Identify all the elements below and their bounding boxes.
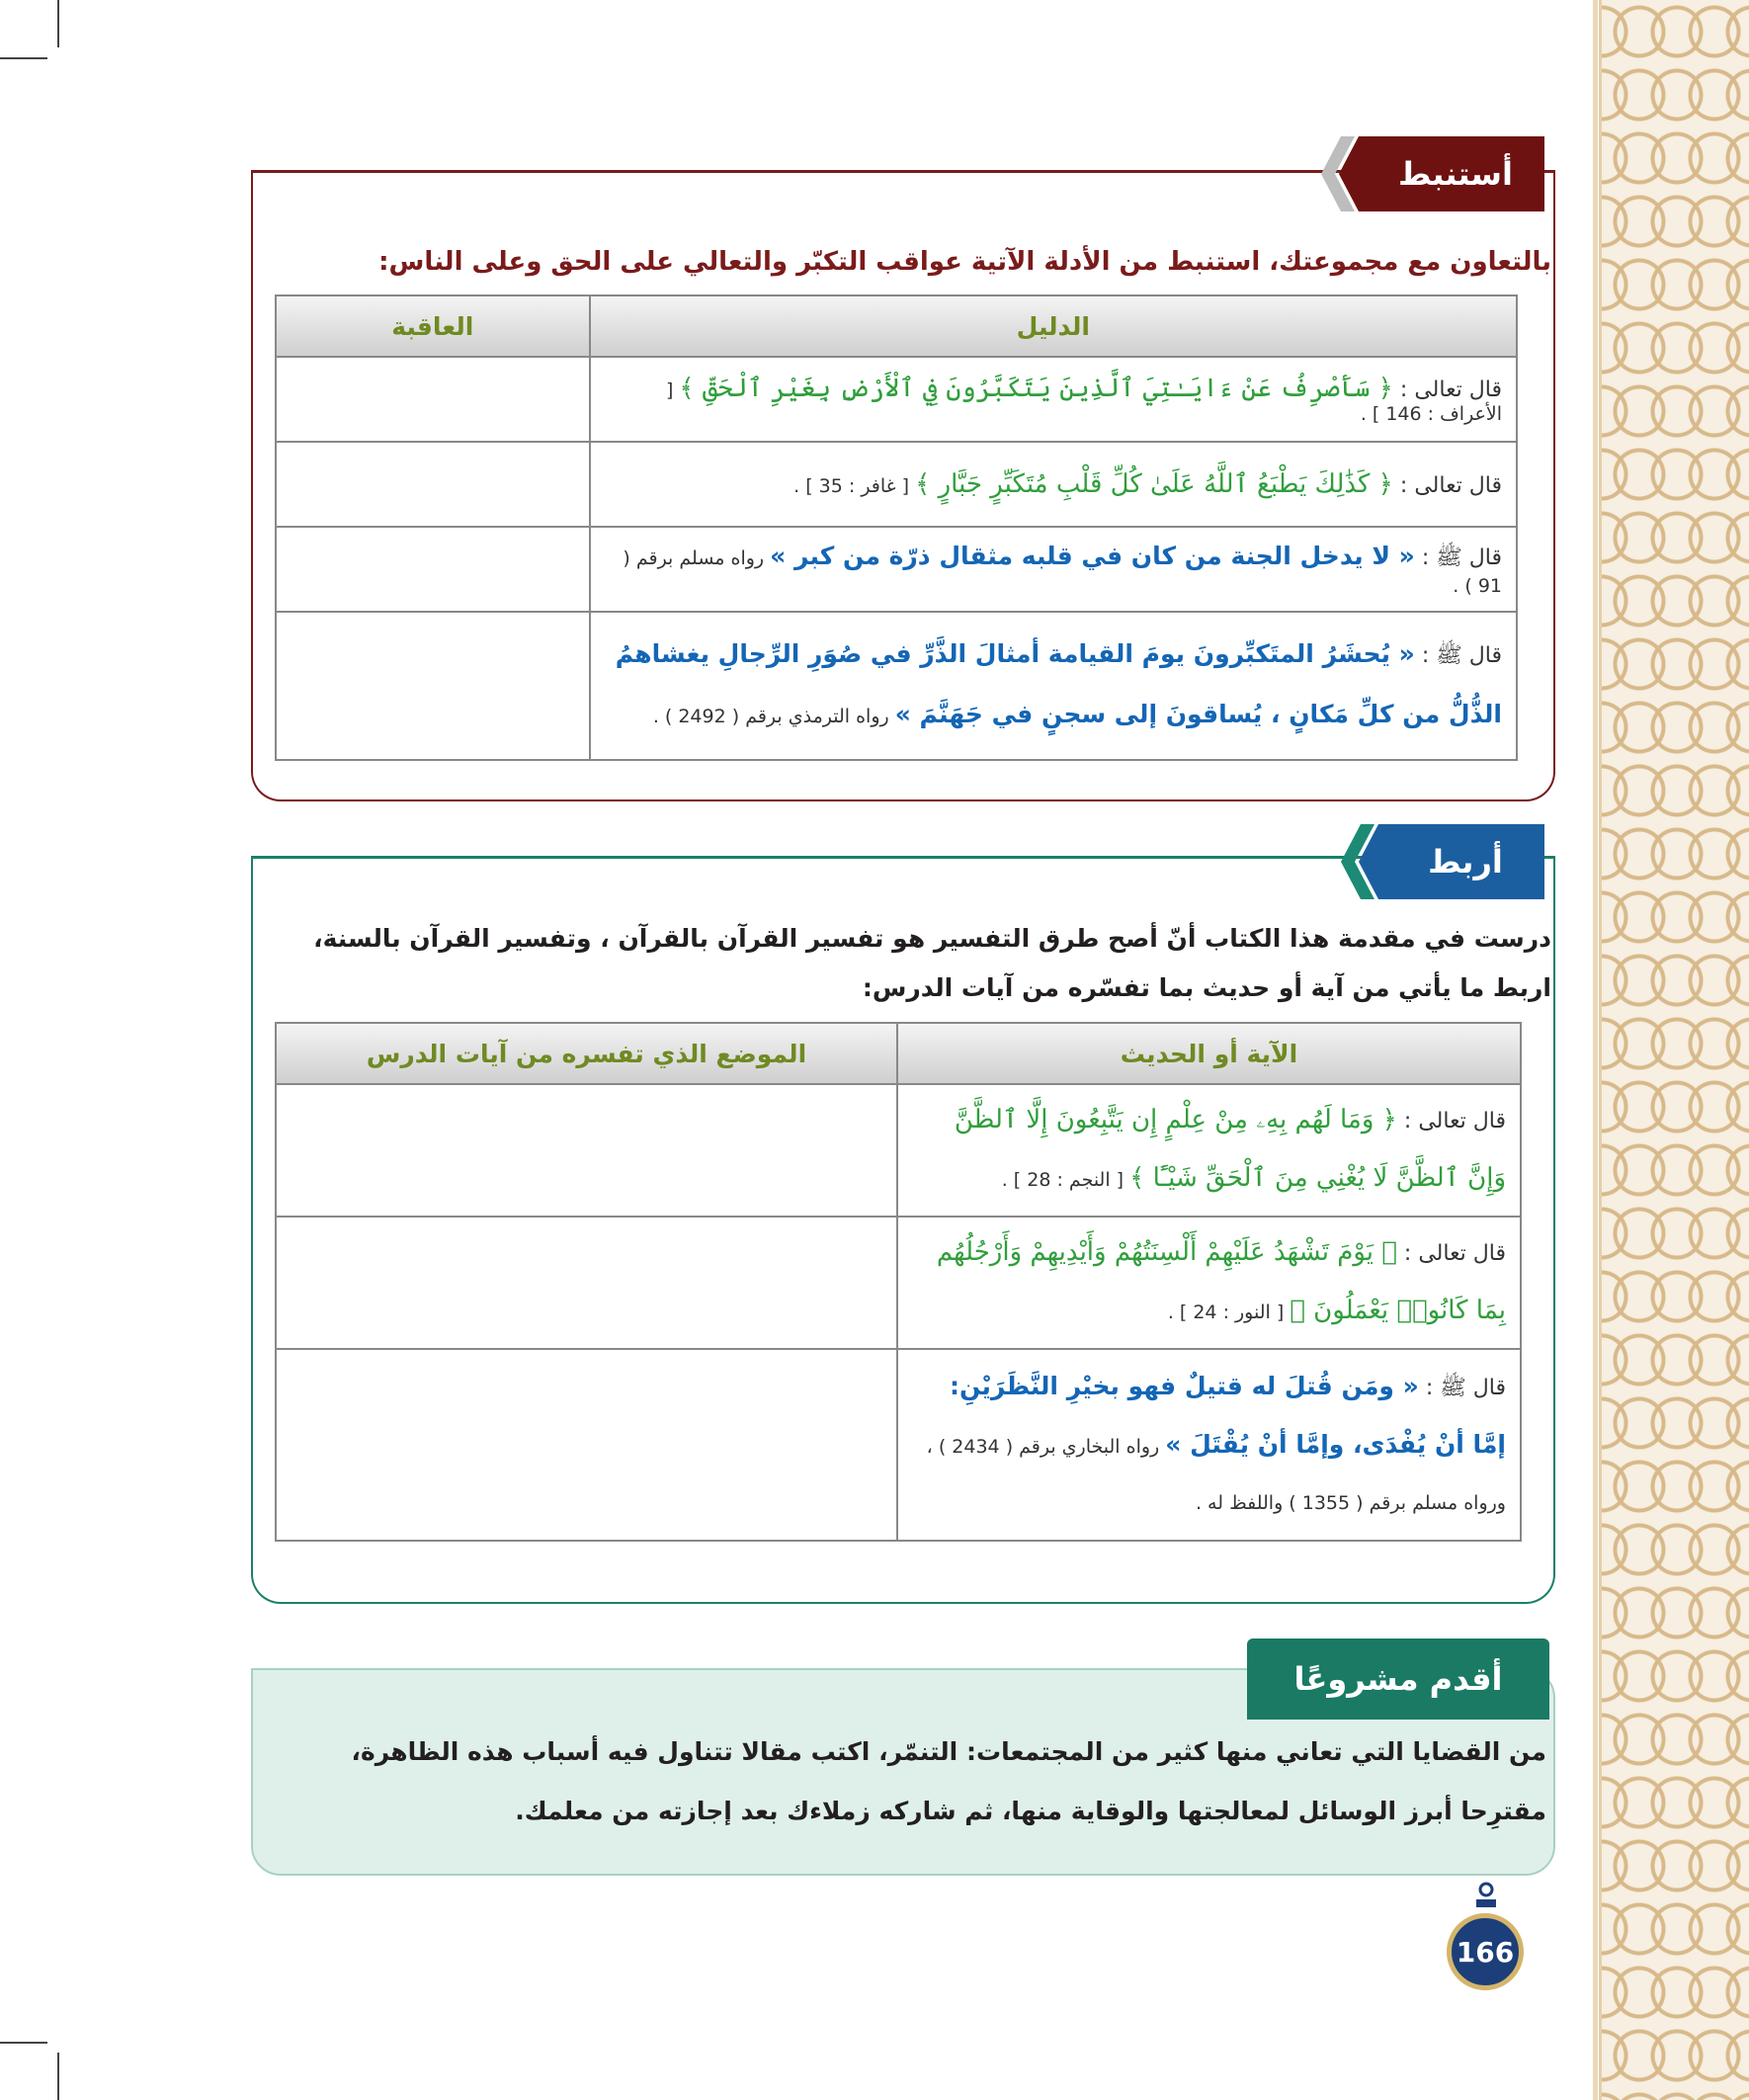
link-tab bbox=[1386, 824, 1544, 899]
quote-intro: قال تعالى : bbox=[1396, 1109, 1506, 1134]
page-number: 166 bbox=[1447, 1913, 1524, 1990]
table-row bbox=[276, 442, 1517, 527]
table-row bbox=[276, 1084, 1521, 1217]
evidence-cell bbox=[590, 357, 1517, 442]
verse-cell bbox=[897, 1217, 1521, 1349]
table-row bbox=[276, 527, 1517, 612]
hadith-text: « يُحشَرُ المتَكبِّرونَ يومَ القيامة أمثالَ الذَّرِّ في صُوَرِ الرِّجالِ يغشاهمُ الذُّلُّ من كلِّ مَكانٍ ، يُساقونَ إلى سجنٍ في جَهَنَّمَ » bbox=[615, 639, 1502, 728]
crop-mark bbox=[0, 2042, 47, 2044]
answer-cell[interactable] bbox=[276, 1217, 897, 1349]
answer-cell[interactable] bbox=[276, 1084, 897, 1217]
link-paragraph-line2: اربط ما يأتي من آية أو حديث بما تفسّره من آيات الدرس: bbox=[862, 973, 1551, 1002]
table-row bbox=[276, 1217, 1521, 1349]
answer-cell[interactable] bbox=[276, 612, 590, 760]
table-header-row bbox=[276, 1023, 1521, 1084]
table-row bbox=[276, 357, 1517, 442]
evidence-header: الدليل bbox=[590, 295, 1517, 357]
reference: [ النور : 24 ] . bbox=[1167, 1302, 1291, 1323]
deduce-tab bbox=[1367, 136, 1544, 211]
link-paragraph-line1: درست في مقدمة هذا الكتاب أنّ أصح طرق التفسير هو تفسير القرآن بالقرآن ، وتفسير القرآن بالسنة، bbox=[313, 924, 1551, 953]
answer-cell[interactable] bbox=[276, 442, 590, 527]
answer-cell[interactable] bbox=[276, 527, 590, 612]
answer-cell[interactable] bbox=[276, 357, 590, 442]
deduce-title: أستنبط bbox=[1398, 155, 1513, 193]
chevron-icon bbox=[1339, 824, 1398, 899]
reference: [ الأعراف : 146 ] . bbox=[665, 379, 1502, 425]
crop-mark bbox=[0, 57, 47, 59]
quote-intro: قال تعالى : bbox=[1392, 378, 1502, 402]
place-header: الموضع الذي تفسره من آيات الدرس bbox=[276, 1023, 897, 1084]
verse-cell bbox=[897, 1084, 1521, 1217]
table-header-row bbox=[276, 295, 1517, 357]
project-line2: مقترِحا أبرز الوسائل لمعالجتها والوقاية منها، ثم شاركه زملاءك بعد إجازته من معلمك. bbox=[515, 1797, 1546, 1825]
decorative-border bbox=[1599, 0, 1749, 2100]
quote-intro: قال ﷺ : bbox=[1414, 546, 1502, 570]
evidence-cell bbox=[590, 527, 1517, 612]
reference: رواه البخاري برقم ( 2434 ) ، bbox=[926, 1435, 1166, 1458]
project-tab bbox=[1247, 1638, 1549, 1720]
evidence-cell bbox=[590, 612, 1517, 760]
reference: [ غافر : 35 ] . bbox=[793, 475, 916, 497]
project-title: أقدم مشروعًا bbox=[1293, 1660, 1503, 1698]
quote-intro: قال ﷺ : bbox=[1418, 1375, 1506, 1400]
reference: رواه الترمذي برقم ( 2492 ) . bbox=[652, 706, 895, 727]
verse-cell bbox=[897, 1349, 1521, 1541]
reference: رواه مسلم برقم ( 91 ) . bbox=[623, 547, 1502, 597]
quote-intro: قال تعالى : bbox=[1392, 473, 1502, 498]
ornament-edge bbox=[1593, 0, 1598, 2100]
consequence-header: العاقبة bbox=[276, 295, 590, 357]
hadith-text: « ومَن قُتلَ له قتيلٌ فهو بخيْرِ النَّظَرَيْنِ: إمَّا أنْ يُفْدَى، وإمَّا أنْ يُقْتَلَ » bbox=[950, 1371, 1506, 1459]
crop-mark bbox=[57, 2053, 59, 2100]
quote-intro: قال تعالى : bbox=[1396, 1241, 1506, 1266]
crop-mark bbox=[57, 0, 59, 47]
evidence-cell bbox=[590, 442, 1517, 527]
hadith-text: « لا يدخل الجنة من كان في قلبه مثقال ذرّة من كبر » bbox=[770, 542, 1415, 570]
quote-intro: قال ﷺ : bbox=[1414, 643, 1502, 668]
project-line1: من القضايا التي تعاني منها كثير من المجتمعات: التنمّر، اكتب مقالا تتناول فيه أسباب هذه الظاهرة، bbox=[351, 1737, 1546, 1766]
verse-text: ﴿ يَوْمَ تَشْهَدُ عَلَيْهِمْ أَلْسِنَتُهُمْ وَأَيْدِيهِمْ وَأَرْجُلُهُم بِمَا كَانُوا۟ يَعْمَلُونَ ﴾ bbox=[936, 1237, 1506, 1325]
verse-header: الآية أو الحديث bbox=[897, 1023, 1521, 1084]
verse-text: ﴿ سَأَصْرِفُ عَنْ ءَايَـٰتِيَ ٱلَّذِينَ يَتَكَبَّرُونَ فِي ٱلْأَرْضِ بِغَيْرِ ٱلْحَقِّ ﴾ bbox=[679, 374, 1393, 403]
verse-text: ﴿ كَذَٰلِكَ يَطْبَعُ ٱللَّهُ عَلَىٰ كُلِّ قَلْبِ مُتَكَبِّرٍ جَبَّارٍ ﴾ bbox=[915, 469, 1393, 499]
link-title: أربط bbox=[1428, 843, 1503, 881]
reference: [ النجم : 28 ] . bbox=[1001, 1169, 1130, 1191]
deduce-table bbox=[275, 294, 1518, 761]
deduce-instruction: بالتعاون مع مجموعتك، استنبط من الأدلة الآتية عواقب التكبّر والتعالي على الحق وعلى الناس: bbox=[378, 247, 1551, 277]
reference-2: ورواه مسلم برقم ( 1355 ) واللفظ له . bbox=[1195, 1491, 1506, 1514]
verse-text: ﴿ وَمَا لَهُم بِهِۦ مِنْ عِلْمٍ إِن يَتَّبِعُونَ إِلَّا ٱلظَّنَّ وَإِنَّ ٱلظَّنَّ لَا يُغْنِي مِنَ ٱلْحَقِّ شَيْـًٔا ﴾ bbox=[954, 1105, 1506, 1193]
table-row bbox=[276, 1349, 1521, 1541]
answer-cell[interactable] bbox=[276, 1349, 897, 1541]
chevron-icon bbox=[1319, 136, 1378, 211]
link-table bbox=[275, 1022, 1522, 1542]
table-row bbox=[276, 612, 1517, 760]
crown-icon bbox=[1472, 1882, 1500, 1911]
